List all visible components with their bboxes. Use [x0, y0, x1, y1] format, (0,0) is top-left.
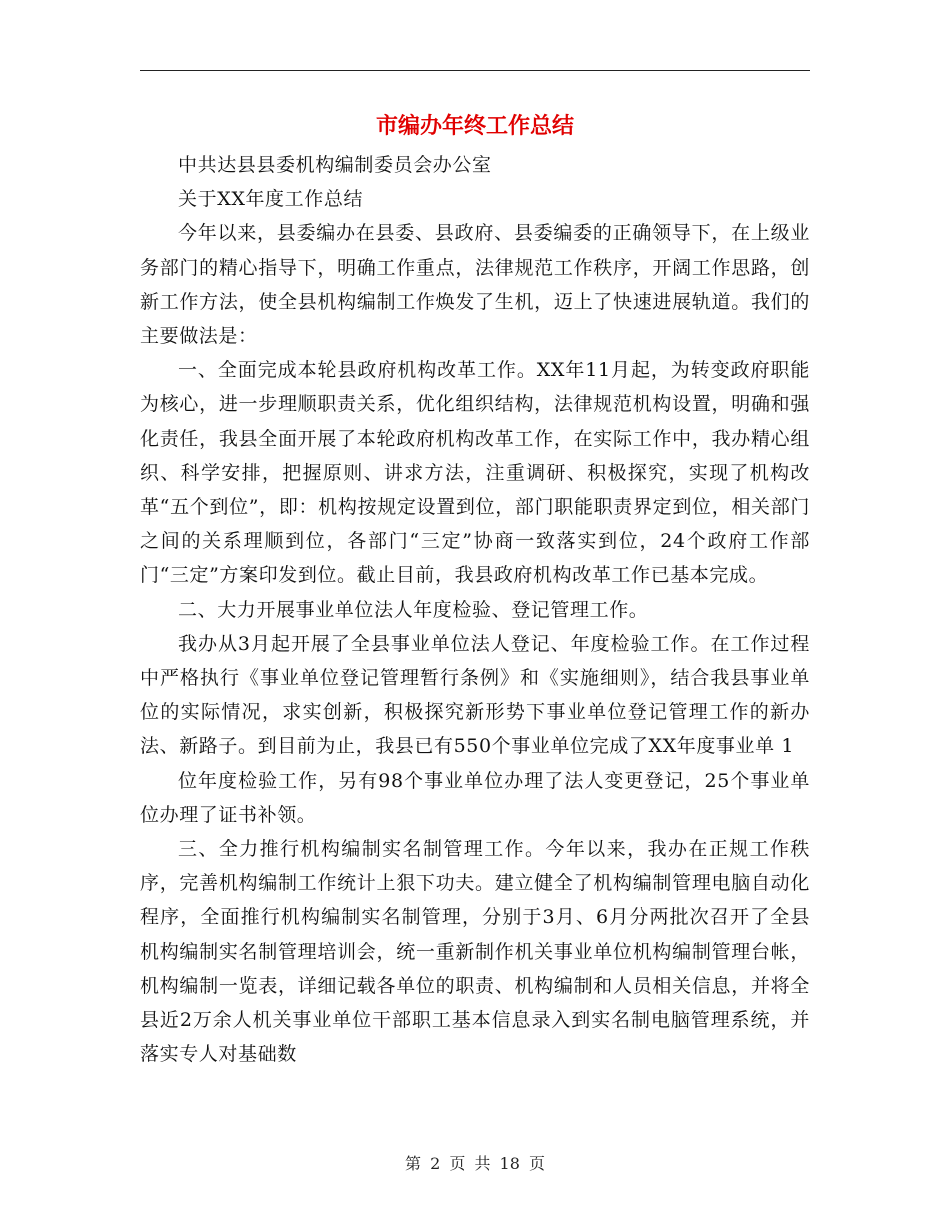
paragraph-section-2-heading: 二、大力开展事业单位法人年度检验、登记管理工作。 [178, 598, 649, 621]
paragraph-section-1: 一、全面完成本轮县政府机构改革工作。XX年11月起，为转变政府职能为核心，进一步理顺职责关系，优化组织结构，法律规范机构设置，明确和强化责任，我县全面开展了本轮政府机构改革工作，在实际工作中，我办精心组织、科学安排，把握原则、讲求方法，注重调研、积极探究，实现了机构改革“五个到位”，即：机构按规定设置到位，部门职能职责界定到位，相关部门之间的关系理顺到位，各部门“三定”协商一致落实到位，24个政府工作部门“三定”方案印发到位。截止目前，我县政府机构改革工作已基本完成。 [140, 359, 810, 587]
paragraph-section-2-continued: 位年度检验工作，另有98个事业单位办理了法人变更登记，25个事业单位办理了证书补领。 [140, 769, 810, 826]
paragraph-intro: 今年以来，县委编办在县委、县政府、县委编委的正确领导下，在上级业务部门的精心指导下，明确工作重点，法律规范工作秩序，开阔工作思路，创新工作方法，使全县机构编制工作焕发了生机，迈上了快速进展轨道。我们的主要做法是： [140, 222, 810, 348]
paragraph-section-2-body: 我办从3月起开展了全县事业单位法人登记、年度检验工作。在工作过程中严格执行《事业单位登记管理暂行条例》和《实施细则》，结合我县事业单位的实际情况，求实创新，积极探究新形势下事业单位登记管理工作的新办法、新路子。到目前为止，我县已有550个事业单位完成了XX年度事业单 1 [140, 632, 810, 758]
page-number: 第 2 页 共 18 页 [405, 1154, 545, 1173]
document-title: 市编办年终工作总结 [375, 113, 574, 139]
paragraph-organization: 中共达县县委机构编制委员会办公室 [178, 154, 492, 176]
paragraph-section-3: 三、全力推行机构编制实名制管理工作。今年以来，我办在正规工作秩序，完善机构编制工作统计上狠下功夫。建立健全了机构编制管理电脑自动化程序，全面推行机构编制实名制管理，分别于3月、6月分两批次召开了全县机构编制实名制管理培训会，统一重新制作机关事业单位机构编制管理台帐，机构编制一览表，详细记载各单位的职责、机构编制和人员相关信息，并将全县近2万余人机关事业单位干部职工基本信息录入到实名制电脑管理系统，并落实专人对基础数 [140, 838, 810, 1066]
header-rule [140, 70, 810, 71]
paragraph-subtitle: 关于XX年度工作总结 [178, 188, 364, 211]
document-body [140, 148, 810, 1071]
